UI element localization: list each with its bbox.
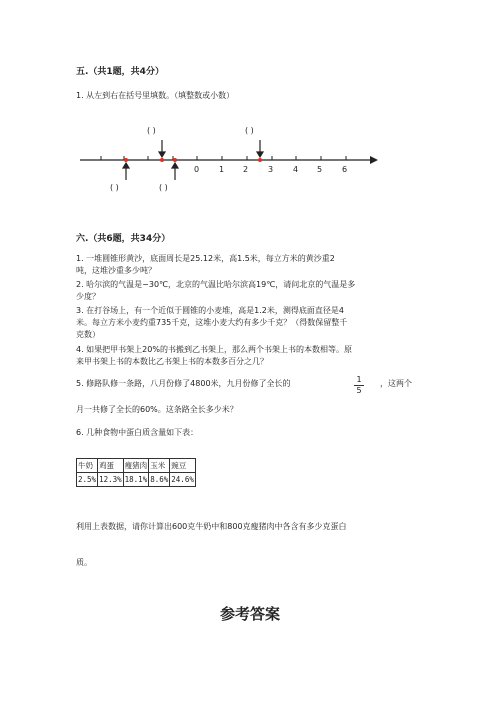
tick-label-6: 6: [342, 165, 348, 174]
answers-title: 参考答案: [219, 605, 280, 623]
table-header-row: [77, 459, 196, 473]
blank-bottom-2: ( ): [159, 183, 168, 192]
fraction-numerator: 1: [354, 375, 364, 386]
question-6-6: 6. 几种食物中蛋白质含量如下表：: [76, 428, 199, 437]
tick-label-2: 2: [243, 165, 249, 174]
question-6-5-line1: 5. 修路队修一条路，八月份修了4800米，九月份修了全长的: [76, 379, 291, 388]
question-6-5-tail: ，这两个: [380, 379, 412, 388]
question-6-3-line1: 3. 在打谷场上，有一个近似于圆锥的小麦堆，高是1.2米，测得底面直径是4: [76, 306, 344, 315]
table-cell: 8.6%: [149, 473, 170, 487]
up-arrow-icon: [172, 163, 178, 168]
down-arrow-icon: [159, 152, 165, 157]
section-6-title: 六.（共6题，共34分）: [76, 234, 171, 244]
tick-label-1: 1: [219, 165, 225, 174]
table-header-cell: 豌豆: [170, 459, 196, 473]
table-row: [77, 473, 196, 487]
question-6-5-line2: 月一共修了全长的60%。这条路全长多少米？: [76, 405, 238, 414]
blank-top-2: ( ): [245, 126, 254, 135]
marker-point: [124, 158, 128, 162]
number-line-arrowhead: [370, 156, 378, 164]
question-6-2-line1: 2. 哈尔滨的气温是−30℃，北京的气温比哈尔滨高19℃，请问北京的气温是多: [76, 280, 356, 289]
table-header-cell: 玉米: [149, 459, 170, 473]
table-cell: 12.3%: [98, 473, 124, 487]
number-line: [70, 120, 390, 205]
protein-table: [76, 458, 196, 487]
tick-label-3: 3: [268, 165, 274, 174]
question-6-6-text-line1: 利用上表数据，请你计算出600克牛奶中和800克瘦猪肉中各含有多少克蛋白: [76, 522, 347, 531]
down-arrow-icon: [257, 152, 263, 157]
question-6-1-line1: 1. 一堆圆锥形黄沙，底面周长是25.12米，高1.5米，每立方米的黄沙重2: [76, 254, 335, 263]
marker-point: [160, 158, 164, 162]
blank-bottom-1: ( ): [110, 183, 119, 192]
section-5-title: 五.（共1题，共4分）: [76, 67, 164, 77]
question-6-4-line2: 来甲书架上书的本数比乙书架上书的本数多百分之几？: [76, 357, 268, 366]
table-cell: 18.1%: [123, 473, 149, 487]
fraction-one-fifth: [354, 375, 364, 396]
table-cell: 24.6%: [170, 473, 196, 487]
table-header-cell: 鸡蛋: [98, 459, 124, 473]
table-header-cell: 瘦猪肉: [123, 459, 149, 473]
fraction-denominator: 5: [356, 386, 362, 395]
question-6-3-line3: 克数）: [76, 330, 100, 339]
marker-point: [173, 158, 177, 162]
tick-label-0: 0: [194, 165, 200, 174]
number-line-ticks: [101, 156, 346, 160]
question-5-1: 1. 从左到右在括号里填数。（填整数或小数）: [76, 91, 235, 100]
up-arrow-icon: [123, 163, 129, 168]
question-6-3-line2: 米。每立方米小麦约重735千克，这堆小麦大约有多少千克？（得数保留整千: [76, 318, 348, 327]
question-6-4-line1: 4. 如果把甲书架上20%的书搬到乙书架上，那么两个书架上书的本数相等。原: [76, 345, 352, 354]
blank-top-1: ( ): [147, 126, 156, 135]
tick-label-4: 4: [293, 165, 299, 174]
question-6-6-text-line2: 质。: [76, 558, 92, 567]
table-header-cell: 牛奶: [77, 459, 98, 473]
tick-label-5: 5: [317, 165, 323, 174]
question-6-2-line2: 少度？: [76, 292, 100, 301]
marker-point: [258, 158, 262, 162]
question-6-1-line2: 吨，这堆沙重多少吨？: [76, 266, 156, 275]
table-cell: 2.5%: [77, 473, 98, 487]
